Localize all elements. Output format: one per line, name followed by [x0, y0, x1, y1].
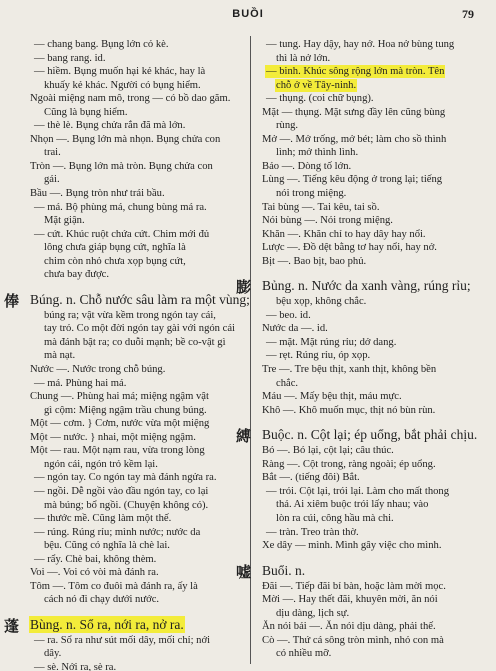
entry-text: Bó —. Bó lại, cột lại; câu thúc.	[262, 445, 394, 457]
han-character: 縛	[236, 427, 252, 446]
entry-text: — ngón tay. Co ngón tay mà đánh ngửa ra.	[34, 472, 217, 484]
entry-line	[262, 309, 478, 323]
entry-line	[30, 444, 242, 458]
entry-text: Mặt giận.	[44, 215, 85, 227]
entry-line	[30, 499, 242, 513]
entry-text: Cũng là bụng hiểm.	[44, 106, 128, 118]
entry-line	[30, 79, 242, 93]
entry-text: — má. Phùng hai má.	[34, 377, 127, 389]
entry-line	[30, 377, 242, 391]
entry-line	[262, 526, 478, 540]
entry-line	[30, 65, 242, 79]
entry-line	[30, 593, 242, 607]
entry-line	[262, 146, 478, 160]
entry-text: — thụng. (coi chữ bụng).	[266, 93, 374, 105]
entry-line	[30, 214, 242, 228]
entry-text: — trói. Cột lại, trói lại. Làm cho mất thong	[266, 485, 450, 497]
entry-text: — chang bang. Bụng lớn cỏ kè.	[34, 39, 169, 50]
entry-line	[262, 38, 478, 52]
entry-text: thì là nở lớn.	[276, 52, 331, 64]
headword-line	[4, 616, 242, 635]
entry-text: — thước mề. Cũng làm một thế.	[34, 513, 172, 525]
entry-line	[262, 255, 478, 269]
entry-text: — tung. Hay dậy, hay nở. Hoa nở bùng tung	[266, 39, 455, 50]
running-head-word: BUỒI	[232, 8, 264, 20]
entry-line	[30, 336, 242, 350]
han-character: 膨	[236, 278, 252, 297]
entry-text: — rẩy. Chè bai, không thèm.	[34, 553, 157, 565]
entry-line	[30, 241, 242, 255]
entry-line	[30, 458, 242, 472]
entry-line	[30, 634, 242, 648]
entry-text: cách nó đi chạy dưới nước.	[44, 594, 160, 606]
entry-line	[262, 92, 478, 106]
entry-text: Ràng —. Cột trong, ràng ngoài; ép uổng.	[262, 458, 436, 470]
entry-text: Tôm —. Tôm co đuôi mà đánh ra, ấy là	[30, 580, 198, 592]
entry-text: lông chưa giáp bụng cứt, nghĩa là	[44, 242, 186, 254]
entry-line	[262, 106, 478, 120]
entry-line	[30, 417, 242, 431]
headword-line	[236, 427, 478, 446]
entry-line	[262, 444, 478, 458]
entry-line	[30, 173, 242, 187]
han-character: 俸	[4, 291, 20, 310]
headword-text: Búng. n. Chỗ nước sâu làm ra một vùng;	[30, 291, 250, 307]
entry-line	[262, 322, 478, 336]
entry-line	[262, 336, 478, 350]
entry-line	[262, 607, 478, 621]
entry-line	[30, 255, 242, 269]
entry-text: Mời —. Hay thết đãi, khuyên mời, ăn nói	[262, 594, 438, 606]
entry-line	[262, 458, 478, 472]
entry-line	[30, 52, 242, 66]
entry-line	[262, 377, 478, 391]
entry-line	[262, 634, 478, 648]
entry-line	[262, 241, 478, 255]
entry-gap	[262, 417, 478, 425]
left-column	[4, 38, 250, 671]
entry-line	[30, 322, 242, 336]
entry-gap	[30, 282, 242, 290]
entry-line	[262, 647, 478, 661]
entry-text: Khăn —. Khăn chỉ to hay dây hay nổi.	[262, 228, 426, 240]
entry-text: chưa bay được.	[44, 269, 110, 281]
entry-gap	[262, 268, 478, 276]
entry-text: Nhọn —. Bụng lớn mà nhọn. Bụng chửa con	[30, 133, 221, 145]
entry-line	[262, 173, 478, 187]
entry-line	[30, 661, 242, 671]
entry-text: — hiềm. Bụng muốn hại kẻ khác, hay là	[34, 66, 206, 78]
right-column	[236, 38, 478, 661]
headword-text: Bủng. n. Nước da xanh vàng, rúng rỉu;	[262, 278, 471, 294]
entry-text: mà búng; bổ ngồi. (Chuyện không có).	[44, 499, 209, 511]
headword-text: Bùng. n. Sổ ra, nới ra, nở ra.	[30, 616, 184, 632]
entry-text: gì cộm: Miệng ngậm trầu chung búng.	[44, 404, 207, 416]
entry-line	[30, 390, 242, 404]
entry-text: Mặt — thụng. Mặt sưng đầy lên cũng bùng	[262, 106, 446, 118]
entry-line	[262, 52, 478, 66]
entry-text: Xe dây — mình. Mình gây việc cho mình.	[262, 540, 442, 552]
entry-text: Lùng —. Tiếng kêu động ở trong lại; tiếng	[262, 174, 443, 186]
entry-text: dây.	[44, 648, 62, 660]
entry-line	[30, 471, 242, 485]
page-number: 79	[462, 7, 474, 21]
entry-text: Cò —. Thứ cá sông tròn mình, nhỏ con mà	[262, 634, 444, 646]
entry-text: Nước —. Nước trong chỗ búng.	[30, 364, 166, 376]
entry-text: — beo. id.	[266, 309, 311, 321]
entry-line	[262, 593, 478, 607]
entry-line	[30, 133, 242, 147]
entry-line	[30, 580, 242, 594]
entry-text: gái.	[44, 174, 60, 186]
entry-line	[30, 187, 242, 201]
entry-text: Bịt —. Bao bịt, bao phủ.	[262, 255, 367, 267]
entry-line	[30, 201, 242, 215]
entry-text: Một — rau. Một nạm rau, vừa trong lòng	[30, 445, 205, 457]
entry-line	[262, 133, 478, 147]
entry-text: — mặt. Mặt rúng rỉu; dở dang.	[266, 336, 397, 348]
entry-text: Voi —. Voi có vòi mà đánh ra.	[30, 567, 159, 579]
entry-line	[30, 38, 242, 52]
entry-line	[30, 512, 242, 526]
entry-text: — má. Bộ phùng má, chung bùng má ra.	[34, 201, 207, 213]
entry-text: Khô —. Khô muốn mục, thịt nó bùn rùn.	[262, 404, 436, 416]
entry-text: Bắt —. (tiếng đôi) Bắt.	[262, 472, 360, 484]
entry-text: Máu —. Mấy bệu thịt, máu mực.	[262, 391, 402, 403]
entry-text: Tròn —. Bụng lớn mà tròn. Bụng chửa con	[30, 160, 213, 172]
entry-line	[262, 228, 478, 242]
entry-text: — ra. Sổ ra như sút mối dây, mối chỉ; nới	[34, 634, 211, 646]
entry-line	[30, 119, 242, 133]
headword-text: Buộc. n. Cột lại; ép uổng, bắt phải chịu.	[262, 427, 478, 443]
entry-text: mà đánh bật ra; co duỗi mạnh; bề co-vật gì	[44, 336, 226, 348]
entry-text: chắc.	[276, 377, 299, 389]
entry-text: Ngoài miệng nam mô, trong — có bồ dao găm.	[30, 93, 231, 105]
running-head	[0, 6, 496, 24]
entry-text: Một — cơm. } Cơm, nước vừa một miệng	[30, 418, 210, 430]
entry-line	[30, 485, 242, 499]
entry-line	[30, 146, 242, 160]
han-character: 蓬	[4, 616, 20, 635]
entry-line	[30, 431, 242, 445]
entry-text: chim còn nhỏ chưa xọp bụng cứt,	[44, 255, 186, 267]
entry-text: Nói bùng —. Nói trong miệng.	[262, 215, 393, 227]
entry-line	[262, 65, 478, 79]
entry-line	[30, 268, 242, 282]
entry-text: nói trong miệng.	[276, 188, 347, 200]
entry-line	[262, 620, 478, 634]
entry-line	[262, 349, 478, 363]
entry-line	[262, 485, 478, 499]
entry-line	[30, 349, 242, 363]
entry-text: Một — nước. } nhai, một miệng ngậm.	[30, 431, 196, 443]
entry-line	[262, 295, 478, 309]
entry-text: thả. Ai xiêm buộc trói lấy nhau; vào	[276, 499, 429, 511]
entry-gap	[262, 553, 478, 561]
entry-line	[262, 580, 478, 594]
entry-text: ngón cái, ngón trỏ kềm lại.	[44, 458, 158, 470]
entry-text: lình; mở thình lình.	[276, 147, 359, 159]
entry-text: mà nạt.	[44, 350, 76, 362]
entry-line	[262, 187, 478, 201]
entry-line	[262, 119, 478, 133]
entry-line	[30, 309, 242, 323]
entry-text: Lược —. Đồ dệt bằng tơ hay nổi, hay nở.	[262, 242, 437, 254]
entry-text: dịu dàng, lịch sự.	[276, 607, 350, 619]
entry-line	[262, 471, 478, 485]
entry-text: — ngồi. Dễ ngồi vào đầu ngón tay, co lại	[34, 485, 209, 497]
entry-line	[262, 539, 478, 553]
entry-line	[30, 526, 242, 540]
entry-line	[30, 363, 242, 377]
headword-text: Buổi. n.	[262, 562, 306, 578]
entry-line	[30, 106, 242, 120]
entry-text: — thè lè. Bụng chửa rắn đã mà lớn.	[34, 120, 186, 132]
entry-line	[262, 498, 478, 512]
entry-text: — tràn. Treo tràn thờ.	[266, 526, 359, 538]
entry-text: Chung —. Phùng hai má; miệng ngậm vật	[30, 391, 209, 403]
entry-line	[30, 228, 242, 242]
entry-text: lòn ra cúi, công hầu mà chi.	[276, 512, 394, 524]
entry-text: Ăn nói bải —. Ăn nói dịu dàng, phải thế.	[262, 621, 436, 633]
entry-line	[262, 512, 478, 526]
entry-line	[262, 214, 478, 228]
entry-text: Bầu —. Bụng tròn như trái bầu.	[30, 188, 165, 200]
headword-line	[236, 562, 478, 581]
entry-text: rùng.	[276, 120, 299, 132]
entry-text: trai.	[44, 147, 61, 159]
entry-text: khuấy kẻ khác. Người có bụng hiểm.	[44, 79, 201, 91]
entry-line	[30, 404, 242, 418]
entry-text: Bảo —. Dòng tố lớn.	[262, 160, 352, 172]
entry-text: — rúng. Rúng rỉu; mình nước; nước da	[34, 526, 201, 538]
entry-text: Tai bùng —. Tai kêu, tai sồ.	[262, 201, 380, 213]
entry-line	[30, 553, 242, 567]
entry-line	[30, 539, 242, 553]
entry-line	[262, 363, 478, 377]
entry-line	[262, 201, 478, 215]
headword-line	[236, 278, 478, 297]
entry-text: bệu. Cũng có nghĩa là chè lai.	[44, 540, 170, 552]
entry-text: Đãi —. Tiếp đãi bỉ bàn, hoặc làm mời mọc.	[262, 580, 446, 592]
entry-text: — rẹt. Rúng rỉu, óp xọp.	[266, 350, 371, 362]
entry-text: búng ra; vật vừa kềm trong ngón tay cái,	[44, 309, 216, 321]
entry-text: — sè. Nới ra, sè ra.	[34, 661, 117, 671]
entry-line	[262, 404, 478, 418]
entry-text: tay trỏ. Co một đời ngón tay gài với ngón cái	[44, 323, 235, 335]
entry-gap	[30, 607, 242, 615]
entry-line	[30, 160, 242, 174]
headword-line	[4, 291, 250, 310]
entry-line	[30, 92, 242, 106]
entry-text: — binh. Khúc sông rộng lớn mà tròn. Tên	[266, 66, 445, 78]
entry-text: Nước da —. id.	[262, 323, 328, 335]
han-character: 嘘	[236, 562, 252, 581]
entry-line	[262, 390, 478, 404]
entry-text: bệu xọp, không chắc.	[276, 296, 367, 308]
entry-line	[30, 566, 242, 580]
entry-line	[30, 647, 242, 661]
entry-line	[262, 160, 478, 174]
entry-line	[262, 79, 478, 93]
entry-text: Tre —. Tre bệu thịt, xanh thịt, không bền	[262, 364, 437, 376]
entry-text: — cứt. Khúc ruột chứa cứt. Chim mới đủ	[34, 228, 210, 240]
entry-text: chỗ ở về Tây-ninh.	[276, 79, 357, 91]
entry-text: — bang rang. id.	[34, 52, 106, 64]
entry-text: có nhiều mỡ.	[276, 648, 332, 660]
entry-text: Mở —. Mở trống, mở bét; làm cho sồ thình	[262, 133, 447, 145]
